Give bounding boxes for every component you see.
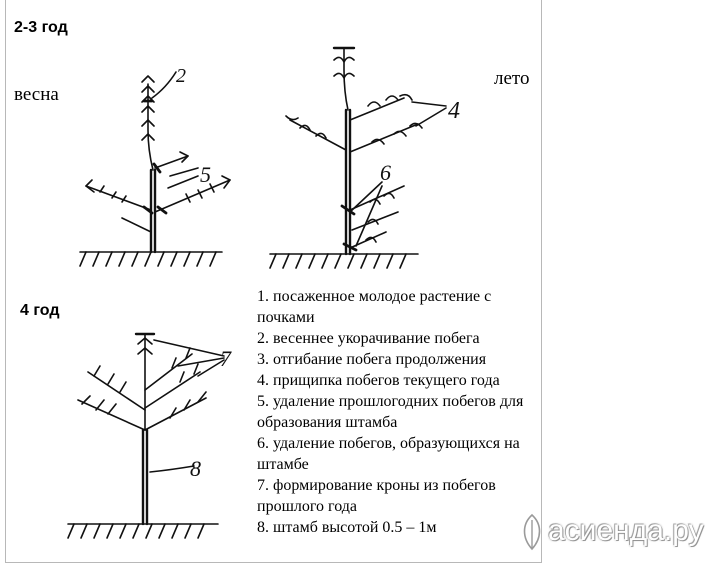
season-label-spring: весна [14,84,59,105]
legend-item: 6. удаление побегов, образующихся на штамбе [257,435,520,473]
ground-hatching [80,252,222,266]
season-label-summer: лето [494,68,530,89]
legend-item: 5. удаление прошлогодних побегов для образования штамба [257,393,524,431]
leaf-logo-icon [516,512,550,552]
legend-item: 7. формирование кроны из побегов прошлого года [257,477,496,515]
legend-list [257,286,547,538]
stage-label-4-years: 4 год [20,302,60,319]
watermark-text: асиенда.ру [548,514,704,547]
callout-7: 7 [220,346,231,371]
callout-2: 2 [176,65,186,87]
callout-6: 6 [380,160,391,185]
summer-tree-drawing [270,48,446,268]
legend-item: 4. прищипка побегов текущего года [257,372,500,389]
legend-item: 8. штамб высотой 0.5 – 1м [257,519,437,536]
legend-item: 1. посаженное молодое растение с почками [257,288,492,326]
four-year-tree-drawing [68,334,224,538]
site-watermark [514,512,710,552]
legend-item: 2. весеннее укорачивание побега [257,330,480,347]
callout-4: 4 [448,98,460,124]
legend-item: 3. отгибание побега продолжения [257,351,487,368]
callout-5: 5 [200,162,211,187]
callout-8: 8 [190,456,201,481]
stage-label-2-3-years: 2-3 год [14,19,68,36]
ground-hatching [68,524,218,538]
ground-hatching [270,254,418,268]
